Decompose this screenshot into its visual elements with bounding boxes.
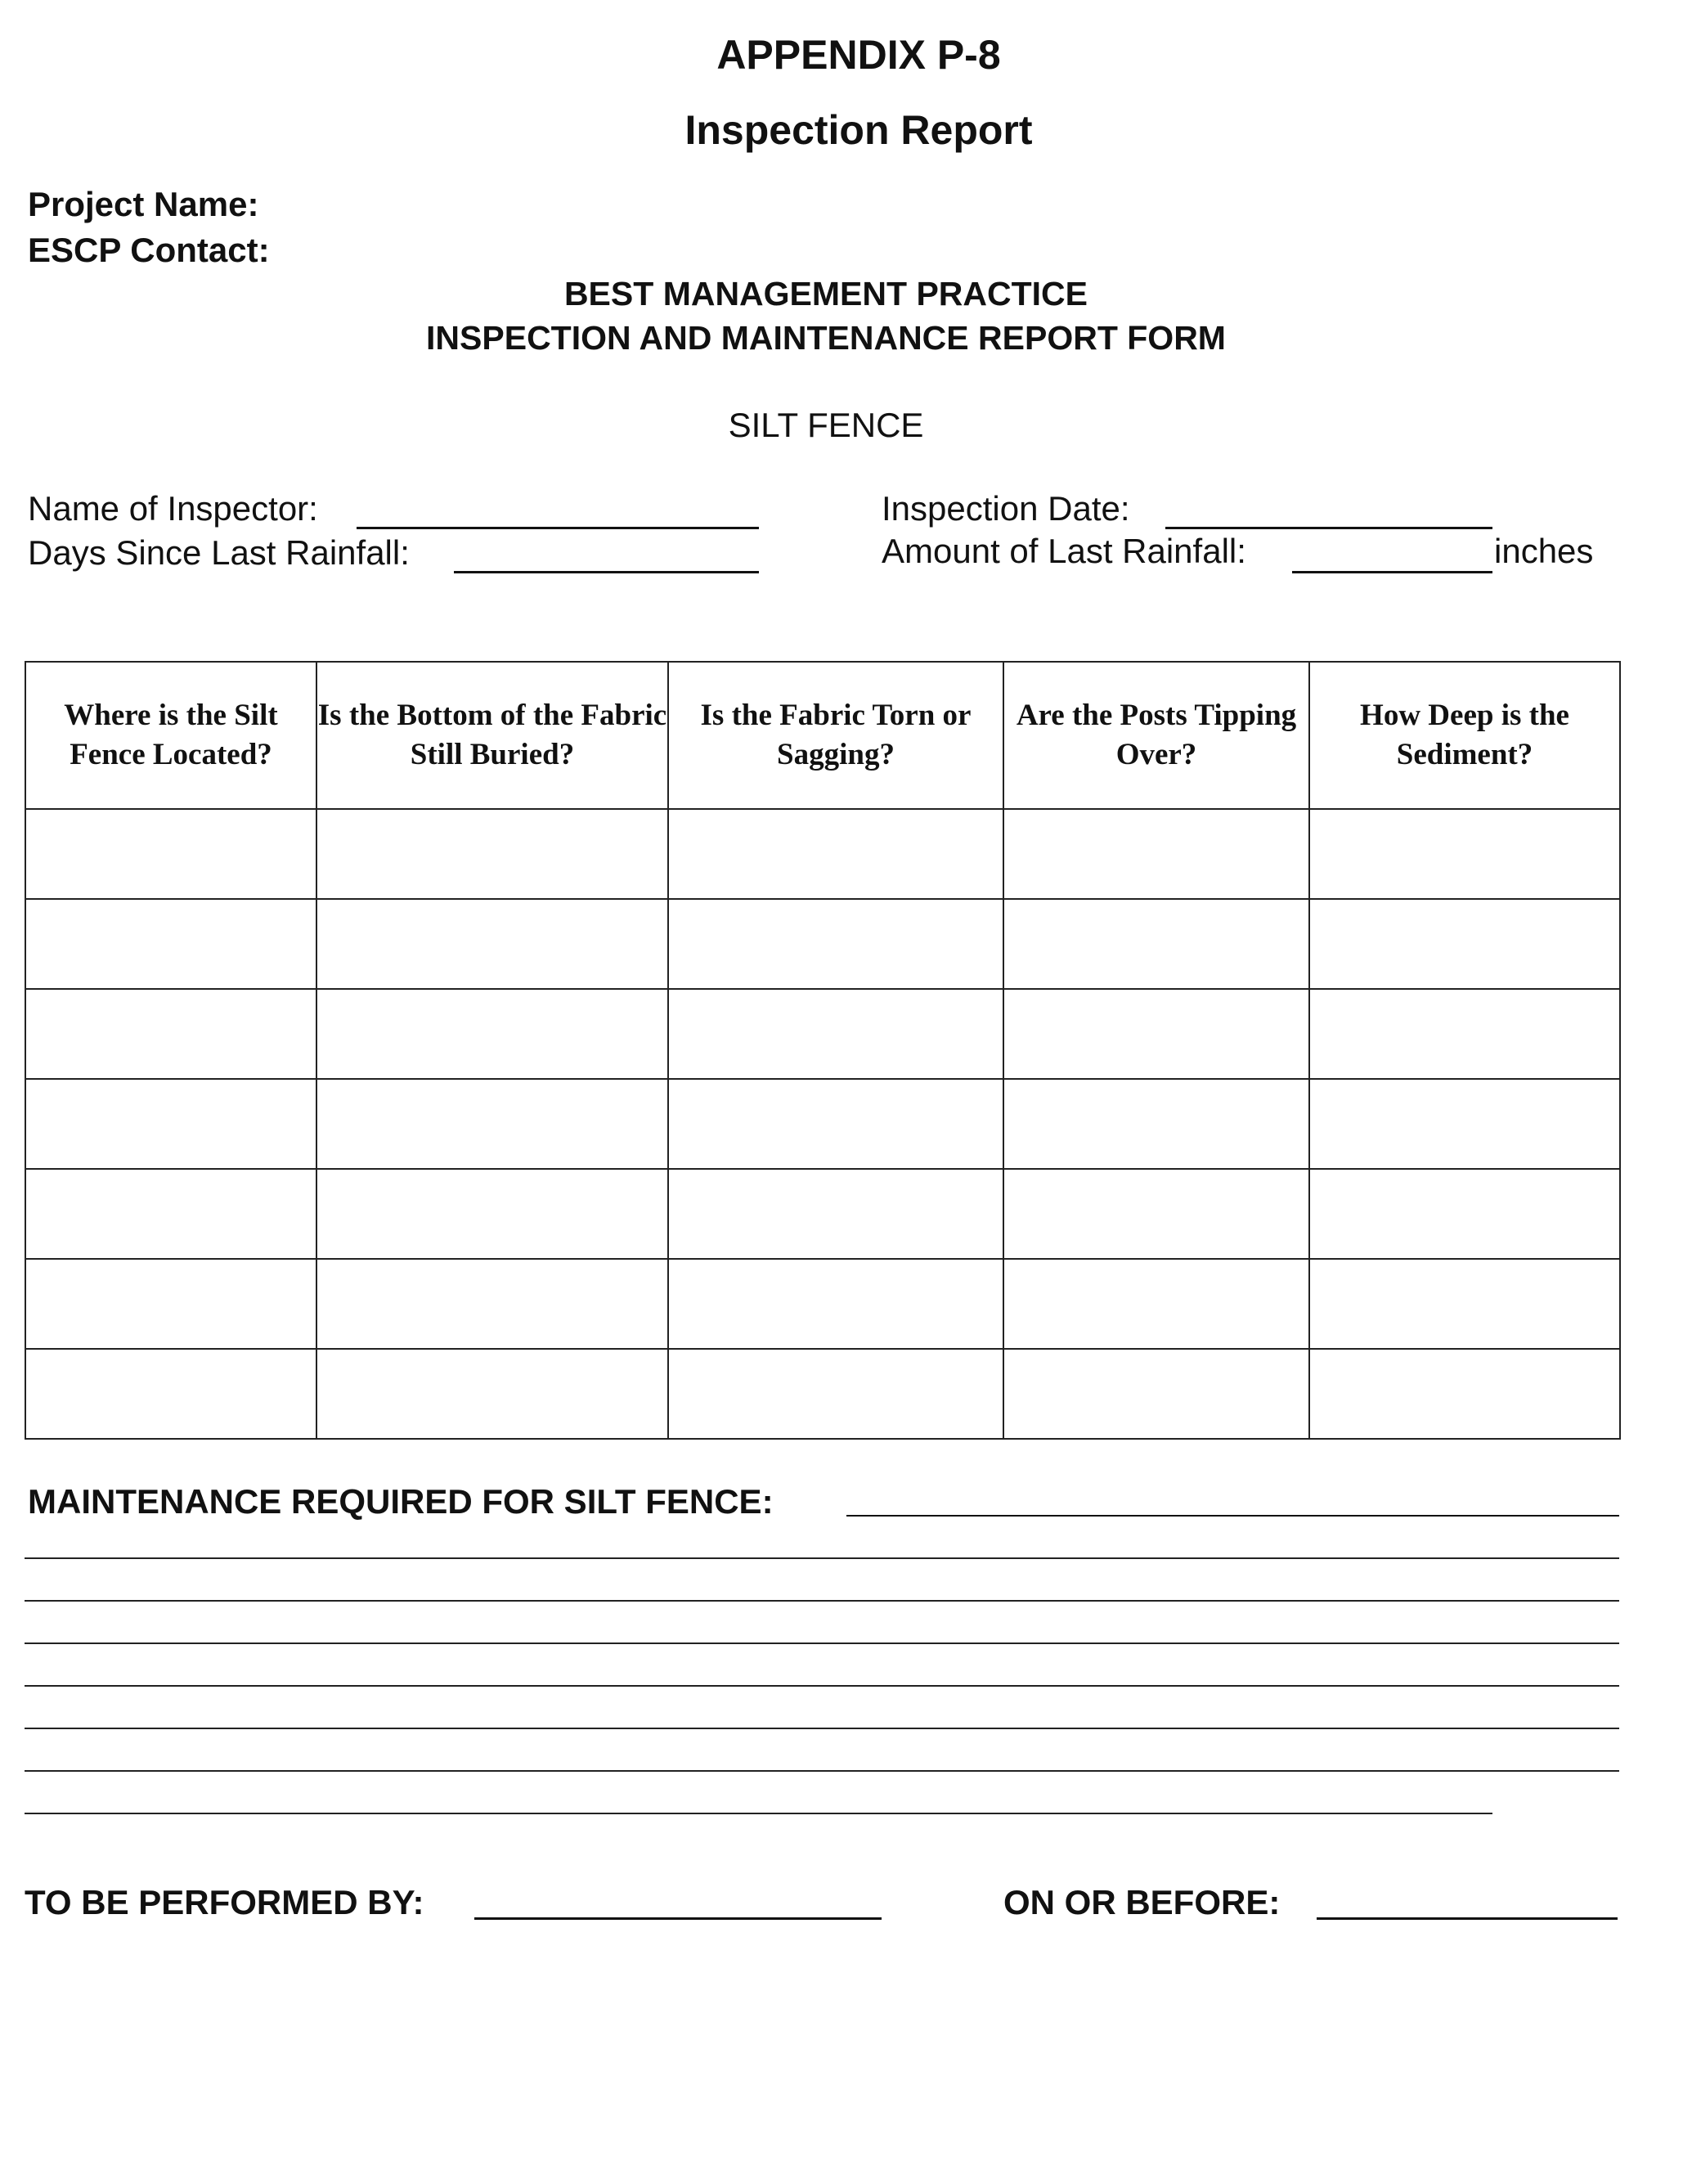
table-cell[interactable]	[25, 1079, 316, 1169]
maintenance-line[interactable]	[25, 1813, 1492, 1814]
column-header-sediment-depth: How Deep is the Sediment?	[1309, 662, 1620, 809]
table-row	[25, 1349, 1620, 1439]
table-cell[interactable]	[668, 1349, 1003, 1439]
table-cell[interactable]	[668, 809, 1003, 899]
table-cell[interactable]	[668, 1169, 1003, 1259]
table-cell[interactable]	[1003, 989, 1309, 1079]
table-cell[interactable]	[668, 899, 1003, 989]
column-header-fabric-buried: Is the Bottom of the Fabric Still Buried?	[316, 662, 668, 809]
inspection-table	[25, 661, 1621, 1440]
column-header-posts-tipping: Are the Posts Tipping Over?	[1003, 662, 1309, 809]
form-heading-line2: INSPECTION AND MAINTENANCE REPORT FORM	[426, 319, 1226, 357]
maintenance-line[interactable]	[25, 1685, 1619, 1687]
table-cell[interactable]	[1003, 1169, 1309, 1259]
table-cell[interactable]	[25, 809, 316, 899]
amount-rain-field[interactable]	[1292, 571, 1492, 573]
table-row	[25, 989, 1620, 1079]
table-header-row	[25, 662, 1620, 809]
on-or-before-field[interactable]	[1317, 1917, 1618, 1920]
performed-by-field[interactable]	[474, 1917, 882, 1920]
column-header-fabric-torn: Is the Fabric Torn or Sagging?	[668, 662, 1003, 809]
table-cell[interactable]	[1003, 809, 1309, 899]
table-cell[interactable]	[25, 1349, 316, 1439]
table-row	[25, 1169, 1620, 1259]
column-header-location: Where is the Silt Fence Located?	[25, 662, 316, 809]
table-cell[interactable]	[1309, 1079, 1620, 1169]
maintenance-line[interactable]	[25, 1642, 1619, 1644]
table-cell[interactable]	[316, 1259, 668, 1349]
inspector-label: Name of Inspector:	[28, 489, 318, 528]
maintenance-field-line[interactable]	[846, 1515, 1619, 1517]
table-cell[interactable]	[668, 1079, 1003, 1169]
table-cell[interactable]	[1309, 899, 1620, 989]
maintenance-label: MAINTENANCE REQUIRED FOR SILT FENCE:	[28, 1482, 774, 1521]
table-row	[25, 1079, 1620, 1169]
maintenance-line[interactable]	[25, 1600, 1619, 1602]
table-cell[interactable]	[316, 899, 668, 989]
report-title: Inspection Report	[684, 107, 1033, 153]
table-cell[interactable]	[316, 1169, 668, 1259]
days-since-rain-label: Days Since Last Rainfall:	[28, 533, 410, 572]
table-cell[interactable]	[25, 1169, 316, 1259]
maintenance-line[interactable]	[25, 1557, 1619, 1559]
days-since-rain-field[interactable]	[454, 571, 759, 573]
form-heading-line1: BEST MANAGEMENT PRACTICE	[563, 275, 1088, 312]
inspector-field[interactable]	[357, 527, 759, 529]
table-row	[25, 899, 1620, 989]
form-subject: SILT FENCE	[728, 406, 924, 444]
project-name-label: Project Name:	[28, 185, 259, 223]
table-cell[interactable]	[1003, 1259, 1309, 1349]
table-cell[interactable]	[1309, 989, 1620, 1079]
table-cell[interactable]	[668, 1259, 1003, 1349]
table-cell[interactable]	[1309, 1259, 1620, 1349]
table-cell[interactable]	[25, 1259, 316, 1349]
table-row	[25, 1259, 1620, 1349]
inspection-date-field[interactable]	[1165, 527, 1492, 529]
escp-contact-label: ESCP Contact:	[28, 231, 270, 269]
table-cell[interactable]	[1309, 1349, 1620, 1439]
maintenance-line[interactable]	[25, 1728, 1619, 1729]
on-or-before-label: ON OR BEFORE:	[1003, 1883, 1281, 1921]
table-cell[interactable]	[316, 1079, 668, 1169]
table-cell[interactable]	[316, 989, 668, 1079]
table-cell[interactable]	[1309, 1169, 1620, 1259]
table-cell[interactable]	[1003, 899, 1309, 989]
table-cell[interactable]	[1309, 809, 1620, 899]
table-row	[25, 809, 1620, 899]
table-cell[interactable]	[668, 989, 1003, 1079]
table-cell[interactable]	[1003, 1349, 1309, 1439]
performed-by-label: TO BE PERFORMED BY:	[25, 1883, 424, 1921]
appendix-title: APPENDIX P-8	[716, 32, 1001, 78]
table-cell[interactable]	[1003, 1079, 1309, 1169]
table-cell[interactable]	[316, 1349, 668, 1439]
table-cell[interactable]	[25, 989, 316, 1079]
table-cell[interactable]	[316, 809, 668, 899]
amount-rain-label: Amount of Last Rainfall:	[882, 532, 1246, 570]
table-cell[interactable]	[25, 899, 316, 989]
inspection-date-label: Inspection Date:	[882, 489, 1130, 528]
amount-rain-unit: inches	[1494, 532, 1594, 570]
maintenance-line[interactable]	[25, 1770, 1619, 1772]
